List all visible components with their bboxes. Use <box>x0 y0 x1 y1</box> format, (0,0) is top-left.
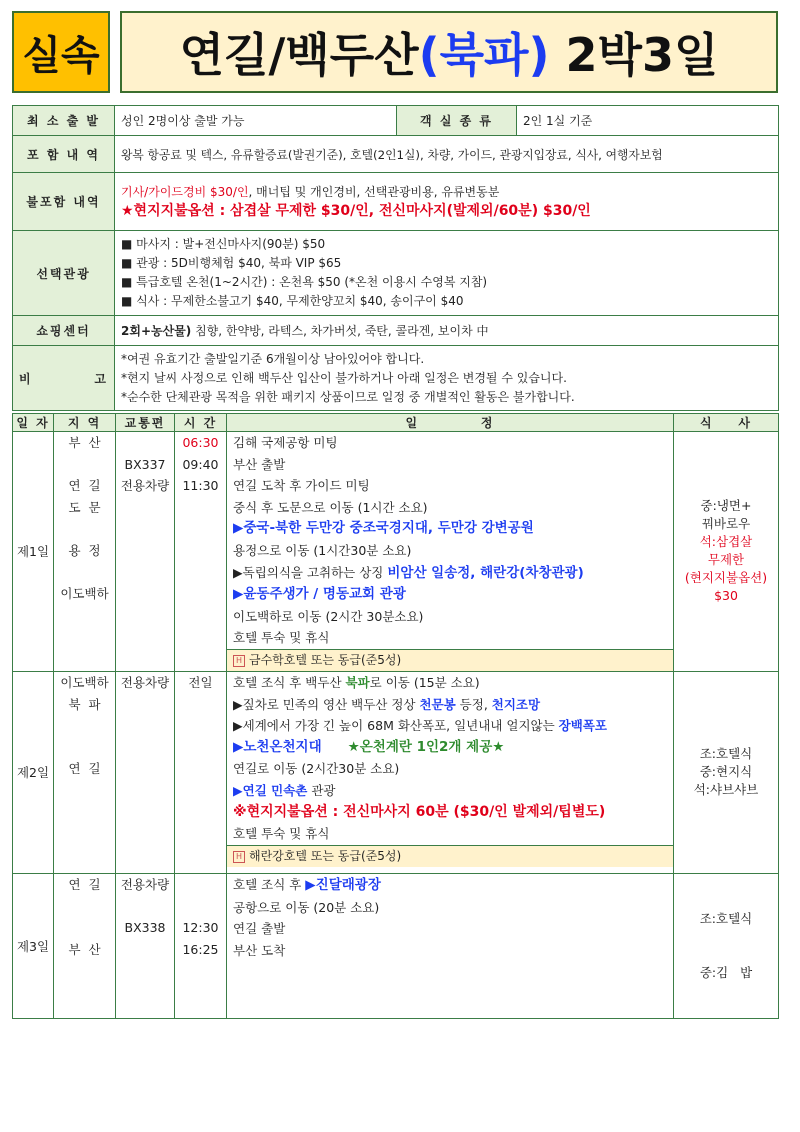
title-main: 연길/백두산 <box>179 28 419 82</box>
optional-item: ■ 특급호텔 온천(1~2시간) : 온천욕 $50 (*온천 이용시 수영복 지참) <box>121 275 488 289</box>
itinerary-item: 연길로 이동 (2시간30분 소요) <box>233 761 400 777</box>
remark-item: *순수한 단체관광 목적을 위한 패키지 상품이므로 일정 중 개별적인 활동은 불가합니다. <box>121 389 575 404</box>
transport: 전용차량 <box>120 478 170 494</box>
egg-offer: ★온천계란 1인2개 제공★ <box>347 738 505 755</box>
itinerary-item: 연길 출발 <box>233 921 286 937</box>
page-title <box>120 11 778 93</box>
itinerary-highlight: 천지조망 <box>491 696 541 712</box>
meal: 석:샤브샤브 <box>693 782 759 798</box>
itinerary-item: 김해 국제공항 미팅 <box>233 435 338 450</box>
itinerary-item: 호텔 투숙 및 휴식 <box>233 630 330 646</box>
optional-label: 선택관광 <box>13 231 115 316</box>
itinerary-item: 부산 출발 <box>233 456 286 472</box>
itinerary-highlight: 비암산 일송정, 해란강(차창관광) <box>387 564 584 581</box>
remarks-list <box>115 346 779 411</box>
guide-fee: 기사/가이드경비 $30/인 <box>121 184 249 199</box>
hotel-icon: H <box>233 655 245 667</box>
remark-item: *현지 날씨 사정으로 인해 백두산 입산이 불가하거나 아래 일정은 변경될 수 있습니다. <box>121 370 567 385</box>
meal-cell <box>674 873 779 1018</box>
time: 16:25 <box>182 941 219 957</box>
meal-option: 석:삼겹살 <box>699 534 753 550</box>
info-table <box>12 105 779 411</box>
itinerary-item: 호텔 조식 후 백두산 북파로 이동 (15분 소요) <box>233 674 480 690</box>
remarks-label: 비 고 <box>13 346 115 411</box>
itinerary-highlight: ▶노천온천지대 ★온천계란 1인2개 제공★ <box>233 738 505 755</box>
exclude-rest: , 매너팁 및 개인경비, 선택관광비용, 유류변동분 <box>248 184 500 199</box>
col-transport: 교통편 <box>116 414 175 432</box>
meal: 조:호텔식 <box>699 746 753 762</box>
title-duration: 2박3일 <box>549 28 719 82</box>
flight-code: BX337 <box>124 456 166 472</box>
time: 전일 <box>188 674 213 690</box>
min-depart-label: 최 소 출 발 <box>13 106 115 136</box>
day-row <box>13 432 779 672</box>
itinerary-item: 연길 도착 후 가이드 미팅 <box>233 478 370 494</box>
flight-code: BX338 <box>124 920 166 936</box>
schedule-table <box>12 413 779 1019</box>
region-cell <box>54 432 116 672</box>
time-cell <box>175 671 227 873</box>
meal-option: (현지지불옵션) <box>684 570 768 586</box>
col-region: 지 역 <box>54 414 116 432</box>
meal-cell <box>674 671 779 873</box>
col-itinerary: 일 정 <box>227 414 674 432</box>
itinerary-item: ▶연길 민속촌 관광 <box>233 782 336 798</box>
meal: 중:현지식 <box>699 764 753 780</box>
optional-item: ■ 마사지 : 발+전신마사지(90분) $50 <box>121 237 326 251</box>
title-bracket: (북파) <box>418 28 550 82</box>
time: 09:40 <box>182 456 219 472</box>
itinerary-item: 공항으로 이동 (20분 소요) <box>233 899 380 915</box>
region: 연 길 <box>68 478 101 494</box>
time: 12:30 <box>182 920 219 936</box>
region: 연 길 <box>68 761 101 777</box>
transport: 전용차량 <box>120 876 170 892</box>
col-day: 일 자 <box>13 414 54 432</box>
room-label: 객 실 종 류 <box>397 106 517 136</box>
itinerary-item: 부산 도착 <box>233 942 286 958</box>
itinerary-item: 호텔 투숙 및 휴식 <box>233 826 330 842</box>
itinerary-highlight: 장백폭포 <box>558 718 607 734</box>
region: 연 길 <box>68 876 101 892</box>
itinerary-highlight: 천문봉 <box>419 696 456 712</box>
transport-cell <box>116 873 175 1018</box>
exclude-label: 불포함 내역 <box>13 173 115 231</box>
day-row <box>13 873 779 1018</box>
include-value: 왕복 항공료 및 텍스, 유류할증료(발권기준), 호텔(2인1실), 차량, 가이드, 관광지입장료, 식사, 여행자보험 <box>115 136 779 173</box>
shopping-items: 침향, 한약방, 라텍스, 차가버섯, 죽탄, 콜라겐, 보이차 中 <box>191 324 489 338</box>
exclude-value <box>115 173 779 231</box>
region: 북 파 <box>68 696 101 712</box>
itinerary-item: 용정으로 이동 (1시간30분 소요) <box>233 542 412 558</box>
itinerary-item: ▶세계에서 가장 긴 높이 68M 화산폭포, 일년내내 얼지않는 장백폭포 <box>233 718 607 734</box>
region: 용 정 <box>68 542 101 558</box>
meal-option: 무제한 <box>707 552 745 568</box>
time: 11:30 <box>182 478 219 494</box>
itinerary-cell <box>227 432 674 672</box>
hotel-icon: H <box>233 851 245 863</box>
meal: 중:냉면+ <box>700 498 752 514</box>
itinerary-item: ▶독립의식을 고취하는 상징 비암산 일송정, 해란강(차창관광) <box>233 564 584 581</box>
itinerary-highlight: 북파 <box>345 674 370 690</box>
region-cell <box>54 873 116 1018</box>
region: 이도백하 <box>60 674 109 690</box>
itinerary-item: ▶짚차로 민족의 영산 백두산 정상 천문봉 등정, 천지조망 <box>233 696 541 712</box>
region: 이도백하 <box>60 586 109 602</box>
optional-item: ■ 식사 : 무제한소불고기 $40, 무제한양꼬치 $40, 송이구이 $40 <box>121 294 464 308</box>
day-label: 제3일 <box>13 873 54 1018</box>
meal: 중:김 밥 <box>699 964 753 980</box>
itinerary-cell <box>227 873 674 1018</box>
day-label: 제2일 <box>13 671 54 873</box>
meal: 꿔바로우 <box>701 516 751 532</box>
day-row <box>13 671 779 873</box>
time-cell <box>175 432 227 672</box>
itinerary-cell <box>227 671 674 873</box>
transport-cell <box>116 671 175 873</box>
optional-list <box>115 231 779 316</box>
shopping-label: 쇼핑센터 <box>13 316 115 346</box>
room-value: 2인 1실 기준 <box>517 106 779 136</box>
itinerary-item: 중식 후 도문으로 이동 (1시간 소요) <box>233 499 428 515</box>
local-option-note: ★현지지불옵션 : 삼겹살 무제한 $30/인, 전신마사지(발제외/60분) $30/인 <box>121 202 591 219</box>
col-meals: 식 사 <box>674 414 779 432</box>
itinerary-highlight: ▶연길 민속촌 <box>233 782 308 798</box>
meal: 조:호텔식 <box>699 910 753 926</box>
transport: 전용차량 <box>120 674 170 690</box>
region: 도 문 <box>68 499 101 515</box>
time: 06:30 <box>182 435 219 450</box>
hotel-info: H 해란강호텔 또는 동급(준5성) <box>227 845 673 867</box>
min-depart-value: 성인 2명이상 출발 가능 <box>115 106 397 136</box>
col-time: 시 간 <box>175 414 227 432</box>
remark-item: *여권 유효기간 출발일기준 6개월이상 남아있어야 합니다. <box>121 351 425 366</box>
hotel-info: H 금수학호텔 또는 동급(준5성) <box>227 649 673 671</box>
badge: 실속 <box>12 11 110 93</box>
itinerary-highlight: ▶중국-북한 두만강 중조국경지대, 두만강 강변공원 <box>233 520 534 537</box>
region: 부 산 <box>68 941 101 957</box>
itinerary-item: 호텔 조식 후 ▶진달래광장 <box>233 876 381 893</box>
itinerary-highlight: ▶진달래광장 <box>305 876 381 893</box>
meal-option: $30 <box>714 588 738 604</box>
day-label: 제1일 <box>13 432 54 672</box>
region-cell <box>54 671 116 873</box>
itinerary-item: 이도백하로 이동 (2시간 30분소요) <box>233 608 424 624</box>
meal-cell <box>674 432 779 672</box>
shopping-count: 2회+농산물) <box>121 324 192 338</box>
optional-item: ■ 관광 : 5D비행체험 $40, 북파 VIP $65 <box>121 256 342 270</box>
region: 부 산 <box>68 435 101 450</box>
shopping-value <box>115 316 779 346</box>
transport-cell <box>116 432 175 672</box>
time-cell <box>175 873 227 1018</box>
itinerary-highlight: ▶윤동주생가 / 명동교회 관광 <box>233 586 406 603</box>
local-option: ※현지지불옵션 : 전신마사지 60분 ($30/인 발제외/팁별도) <box>233 803 606 820</box>
include-label: 포 함 내 역 <box>13 136 115 173</box>
